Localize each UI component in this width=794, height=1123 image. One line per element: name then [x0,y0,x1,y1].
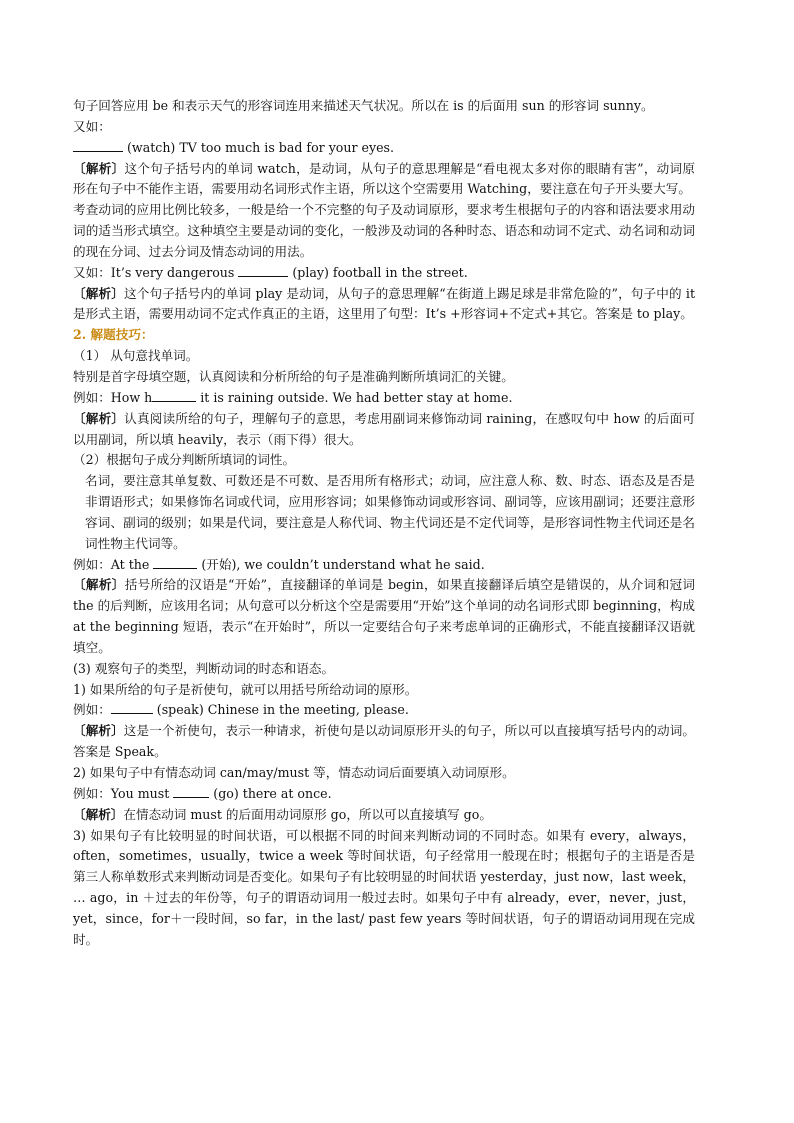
text-run: (play) football in the street. [288,264,468,280]
analysis-paragraph [73,721,695,763]
paragraph [73,700,695,721]
text-run: 这是一个祈使句，表示一种请求，祈使句是以动词原形开头的句子，所以可以直接填写括号内的动词。答案是 Speak。 [73,723,696,760]
document-body [73,96,695,951]
analysis-paragraph [73,284,695,326]
paragraph [73,826,695,951]
text-run: (3) 观察句子的类型，判断动词的时态和语态。 [73,660,335,676]
text-run: 认真阅读所给的句子，理解句子的意思，考虑用副词来修饰动词 raining，在感叹句中 how 的后面可以用副词，所以填 heavily，表示（雨下得）很大。 [73,410,695,447]
text-run: 名词，要注意其单复数、可数还是不可数、是否用所有格形式；动词，应注意人称、数、时态、语态及是否是非谓语形式；如果修饰名词或代词，应用形容词；如果修饰动词或形容词、副词等，应该用副词；还要注意形容词、副词的级别；如果是代词，要注意是人称代词、物主代词还是不定代词等，是形容词性物主代词还是名词性物主代词等。 [85,473,695,551]
text-run: it is raining outside. We had better stay at home. [196,389,513,405]
paragraph [73,388,695,409]
text-run: 在情态动词 must 的后面用动词原形 go，所以可以直接填写 go。 [123,806,492,822]
text-run: 这个句子括号内的单词 play 是动词，从句子的意思理解“在街道上踢足球是非常危险的”，句子中的 it 是形式主语，需要用动词不定式作真正的主语，这里用了句型：It’s +形容词+不定式+其它。答案是 to play。 [73,285,696,322]
paragraph [73,555,695,576]
text-run: 例如： [73,702,111,718]
text-run: （2）根据句子成分判断所填词的词性。 [73,452,296,468]
text-run: 句子回答应用 be 和表示天气的形容词连用来描述天气状况。所以在 is 的后面用 sun 的形容词 sunny。 [73,98,654,113]
text-run: 又如：It’s very dangerous [73,264,239,280]
paragraph [73,138,695,159]
paragraph [73,659,695,680]
paragraph [73,96,695,117]
text-run: 考查动词的应用比例比较多，一般是给一个不完整的句子及动词原形，要求考生根据句子的内容和语法要求用动词的适当形式填空。这种填空主要是动词的变化，一般涉及动词的各种时态、语态和动词不定式、动名词和动词的现在分词、过去分词及情态动词的用法。 [73,202,695,259]
analysis-paragraph [73,159,695,201]
paragraph [73,450,695,471]
fill-in-blank[interactable] [153,556,197,569]
analysis-paragraph [73,805,695,826]
fill-in-blank[interactable] [152,389,196,402]
text-run: 括号所给的汉语是“开始”，直接翻译的单词是 begin，如果直接翻译后填空是错误的，从介词和冠词 the 的后判断，应该用名词；从句意可以分析这个空是需要用“开始”这个单词的动名词形式即 beginning，构成 at the beginning 短语，表示“在开始时”，所以一定要结合句子来考虑单词的正确形式，不能直接翻译汉语就填空。 [73,577,695,655]
paragraph [73,680,695,701]
heading-text: 2. 解题技巧： [73,327,154,343]
text-run: 这个句子括号内的单词 watch，是动词，从句子的意思理解是“看电视太多对你的眼睛有害”，动词原形在句子中不能作主语，需要用动名词形式作主语，所以这个空需要用 Watching，要注意在句子开头要大写。 [73,160,695,197]
text-run: 例如：At the [73,556,154,572]
text-run: （1） 从句意找单词。 [73,348,199,364]
text-run: 例如：You must [73,785,174,801]
analysis-tag: 〔解析〕 [73,806,124,822]
analysis-paragraph [73,409,695,451]
paragraph [73,367,695,388]
fill-in-blank[interactable] [238,264,288,277]
paragraph [73,471,695,554]
analysis-tag: 〔解析〕 [73,410,125,426]
text-run: (开始), we couldn’t understand what he said. [197,556,485,572]
paragraph [73,200,695,263]
text-run: 例如：How h [73,389,153,405]
analysis-tag: 〔解析〕 [73,723,124,739]
analysis-paragraph [73,575,695,658]
text-run: (go) there at once. [209,785,332,801]
text-run: (speak) Chinese in the meeting, please. [152,702,409,718]
paragraph [73,117,695,138]
text-run: 又如： [73,118,111,134]
text-run: (watch) TV too much is bad for your eyes. [123,139,395,155]
paragraph [73,263,695,284]
analysis-tag: 〔解析〕 [73,160,125,176]
paragraph [73,763,695,784]
paragraph [73,346,695,367]
text-run: 3) 如果句子有比较明显的时间状语，可以根据不同的时间来判断动词的不同时态。如果有 every，always，often，sometimes，usually，twice a week 等时间状语，句子经常用一般现在时；根据句子的主语是否是第三人称单数形式来判断动词是否变化。如果句子有比较明显的时间状语 yesterday，just now，last week， … ago，in ＋过去的年份等，句子的谓语动词用一般过去时。如果句子中有 already，ever，never，just，yet，since，for＋一段时间，so far，in the last/ past few years 等时间状语，句子的谓语动词用现在完成时。 [73,827,695,947]
analysis-tag: 〔解析〕 [73,577,125,593]
fill-in-blank[interactable] [73,139,123,152]
text-run: 特别是首字母填空题，认真阅读和分析所给的句子是准确判断所填词汇的关键。 [73,368,514,384]
paragraph [73,784,695,805]
fill-in-blank[interactable] [173,785,209,798]
analysis-tag: 〔解析〕 [73,285,124,301]
text-run: 1) 如果所给的句子是祈使句，就可以用括号所给动词的原形。 [73,681,418,697]
text-run: 2) 如果句子中有情态动词 can/may/must 等，情态动词后面要填入动词原形。 [73,765,515,780]
section-heading [73,325,695,346]
fill-in-blank[interactable] [111,701,153,714]
